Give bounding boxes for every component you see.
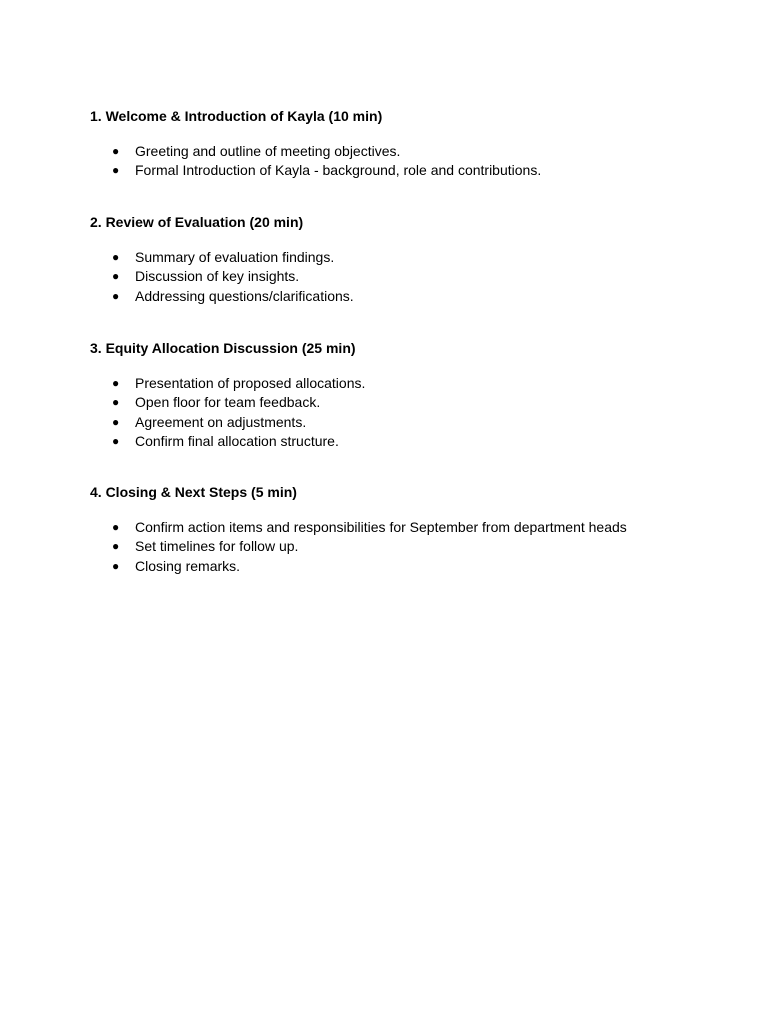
bullet-icon: ● [112, 250, 120, 264]
bullet-list [90, 374, 730, 451]
list-item-text: Set timelines for follow up. [135, 538, 299, 555]
list-item-text: Confirm action items and responsibilities for September from department heads [135, 519, 627, 535]
bullet-icon: ● [112, 144, 120, 158]
bullet-list [90, 518, 730, 576]
bullet-icon: ● [112, 376, 120, 390]
bullet-icon: ● [112, 288, 120, 303]
list-item [90, 161, 730, 180]
list-item [90, 374, 730, 393]
list-item [90, 432, 730, 451]
list-item-text: Presentation of proposed allocations. [135, 375, 366, 391]
list-item [90, 393, 730, 412]
section-heading: 2. Review of Evaluation (20 min) [90, 214, 304, 230]
list-item-text: Closing remarks. [135, 557, 241, 574]
list-item-text: Confirm final allocation structure. [135, 432, 339, 449]
bullet-icon: ● [112, 269, 120, 284]
agenda-section-review [90, 214, 730, 306]
list-item-text: Agreement on adjustments. [135, 413, 307, 430]
list-item [90, 142, 730, 161]
section-heading: 1. Welcome & Introduction of Kayla (10 min) [90, 108, 383, 124]
list-item [90, 267, 730, 286]
bullet-list [90, 142, 730, 181]
list-item-text: Discussion of key insights. [135, 268, 300, 285]
bullet-icon: ● [112, 163, 120, 178]
bullet-icon: ● [112, 558, 120, 573]
list-item-text: Open floor for team feedback. [135, 394, 321, 411]
list-item [90, 287, 730, 306]
list-item [90, 248, 730, 267]
bullet-list [90, 248, 730, 306]
list-item [90, 518, 730, 537]
bullet-icon: ● [112, 414, 120, 429]
agenda-section-welcome [90, 108, 730, 181]
list-item-text: Formal Introduction of Kayla - background, role and contributions. [135, 162, 542, 179]
section-heading: 4. Closing & Next Steps (5 min) [90, 484, 297, 500]
list-item [90, 413, 730, 432]
bullet-icon: ● [112, 433, 120, 448]
list-item-text: Addressing questions/clarifications. [135, 287, 354, 304]
list-item-text: Greeting and outline of meeting objectives. [135, 143, 401, 159]
bullet-icon: ● [112, 539, 120, 554]
bullet-icon: ● [112, 395, 120, 410]
section-heading: 3. Equity Allocation Discussion (25 min) [90, 340, 356, 356]
bullet-icon: ● [112, 520, 120, 534]
agenda-section-closing [90, 484, 730, 576]
list-item [90, 557, 730, 576]
list-item-text: Summary of evaluation findings. [135, 249, 335, 265]
list-item [90, 537, 730, 556]
agenda-section-equity [90, 340, 730, 451]
